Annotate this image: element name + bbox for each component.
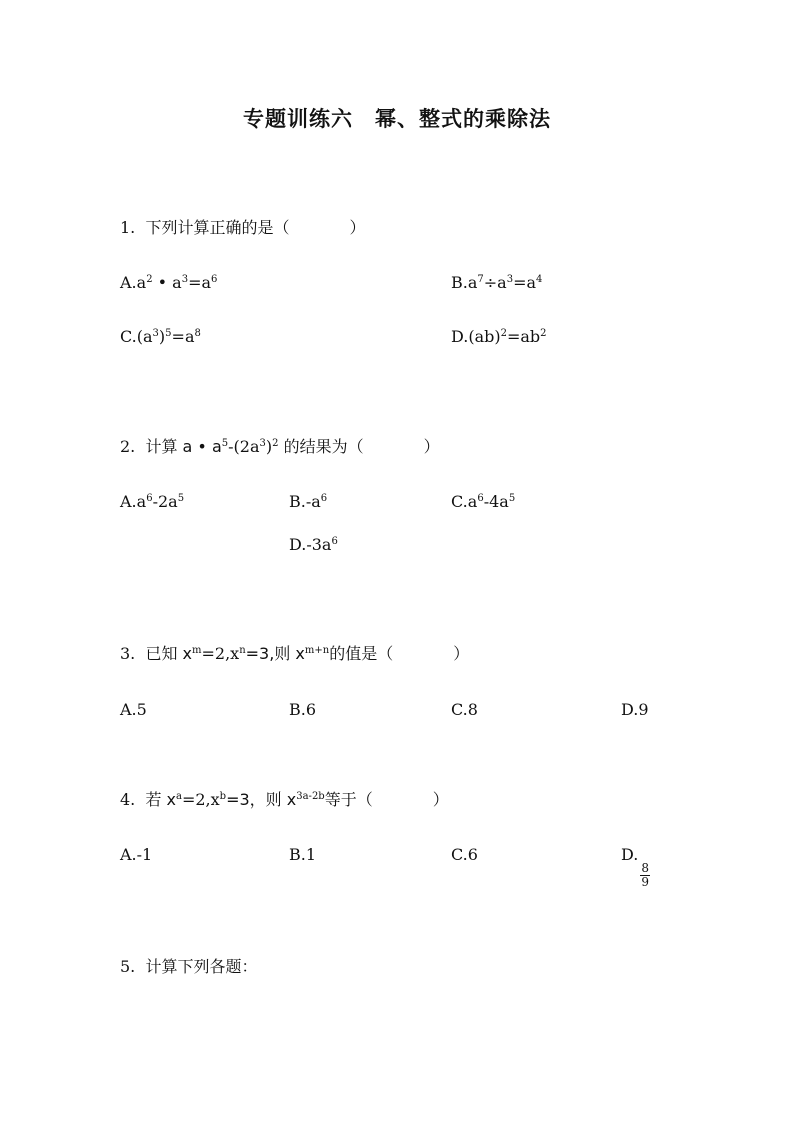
q2-option-a[interactable]: $A.a^6-2a^5$: [120, 492, 185, 511]
q3-option-a[interactable]: A.5: [120, 700, 147, 719]
q3-option-b[interactable]: B.6: [289, 700, 317, 719]
q5-number: 5.: [120, 957, 136, 976]
question-4: 4. 若 $x^a=2,x^b=3$，则 $x^{3a-2b}$等于（ ）: [120, 790, 449, 809]
q3-number: 3.: [120, 644, 136, 663]
q4-option-d[interactable]: D. $\frac{8}{9}$: [621, 845, 649, 889]
q5-stem: 计算下列各题：: [145, 957, 258, 976]
title-left: 专题训练六: [243, 107, 353, 131]
question-1: [120, 217, 365, 239]
q2-option-c[interactable]: $C.a^6-4a^5$: [451, 492, 516, 511]
question-3: 3. 已知 $x^m=2,x^n=3$,则 $x^{m+n}$的值是（ ）: [120, 644, 470, 663]
question-5: [120, 956, 257, 978]
q1-number: 1.: [120, 218, 136, 237]
q1-option-a[interactable]: $A.a^2$ • $a^3=a^6$: [120, 273, 218, 292]
title-right: 幂、整式的乘除法: [375, 107, 551, 131]
question-2: 2. 计算 a • $a^5-(2a^3)^2$ 的结果为（ ）: [120, 437, 440, 456]
fraction: $\frac{8}{9}$: [641, 861, 649, 889]
q1-option-c[interactable]: $C.(a^3)^5=a^8$: [120, 327, 201, 346]
q4-option-b[interactable]: B.1: [289, 845, 317, 864]
q2-option-b[interactable]: $B.-a^6$: [289, 492, 328, 511]
q3-option-d[interactable]: D.9: [621, 700, 649, 719]
q2-option-d[interactable]: $D.-3a^6$: [289, 535, 338, 554]
q2-number: 2.: [120, 437, 136, 456]
q4-option-c[interactable]: C.6: [451, 845, 478, 864]
q1-option-b[interactable]: $B.a^7\div a^3=a^4$: [451, 273, 543, 292]
q1-close-paren: ）: [349, 218, 366, 237]
q1-option-d[interactable]: $D.(ab)^2=ab^2$: [451, 327, 547, 346]
q4-option-a[interactable]: A.-1: [120, 845, 153, 864]
q4-number: 4.: [120, 790, 136, 809]
q1-stem: 下列计算正确的是（: [145, 218, 290, 237]
page-title: [0, 103, 794, 133]
q3-option-c[interactable]: C.8: [451, 700, 478, 719]
